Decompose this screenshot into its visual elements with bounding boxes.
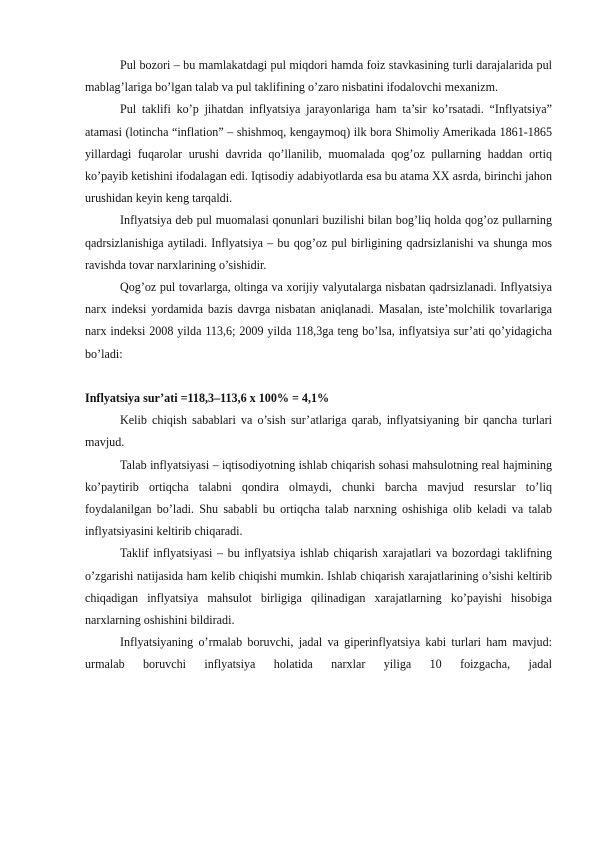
paragraph-supply-inflation: Taklif inflyatsiyasi – bu inflyatsiya ishlab chiqarish xarajatlari va bozordagi taklifning o’zgarishi natijasida ham kelib chiqishi mumkin. Ishlab chiqarish xarajatlarining o’sishi keltirib chiqadigan inflyatsiya mahsulot birligiga qilinadigan xarajatlarning ko’payishi hisobiga narxlarning oshishini bildiradi. [85, 546, 552, 628]
inflation-rate-formula: Inflyatsiya sur’ati =118,3–113,6 x 100% = 4,1% [85, 391, 330, 406]
document-page [85, 54, 552, 676]
paragraph-price-index: Qog’oz pul tovarlarga, oltinga va xorijiy valyutalarga nisbatan qadrsizlanadi. Inflyatsiya narx indeksi yordamida bazis davrga nisbatan aniqlanadi. Masalan, iste’molchilik tovarlariga narx indeksi 2008 yilda 113,6; 2009 yilda 118,3ga teng bo’lsa, inflyatsiya sur’ati qo’yidagicha bo’ladi: [85, 280, 552, 361]
paragraph-inflation-term: Pul taklifi ko’p jihatdan inflyatsiya jarayonlariga ham ta’sir ko’rsatadi. “Inflyatsiya” atamasi (lotincha “inflation” – shishmoq, kengaymoq) ilk bora Shimoliy Amerikada 1861-1865 yillardagi fuqarolar urushi davrida qo’llanilib, muomalada qog’oz pullarning haddan ortiq ko’payib ketishini ifodalagan edi. Iqtisodiy adabiyotlarda esa bu atama XX asrda, birinchi jahon urushidan keyin keng tarqaldi. [85, 102, 552, 206]
paragraph-demand-inflation: Talab inflyatsiyasi – iqtisodiyotning ishlab chiqarish sohasi mahsulotning real hajmining ko’paytirib ortiqcha talabni qondira olmaydi, chunki barcha mavjud resurslar to’liq foydalanilgan bo’ladi. Shu sababli bu ortiqcha talab narxning oshishiga olib keladi va talab inflyatsiyasini keltirib chiqaradi. [85, 457, 552, 539]
paragraph-inflation-kinds: Inflyatsiyaning o’rmalab boruvchi, jadal va giperinflyatsiya kabi turlari ham mavjud: urmalab boruvchi inflyatsiya holatida narxlar yiliga 10 foizgacha, jadal [85, 635, 552, 672]
paragraph-inflation-definition: Inflyatsiya deb pul muomalasi qonunlari buzilishi bilan bog’liq holda qog’oz pullarning qadrsizlanishiga aytiladi. Inflyatsiya – bu qog’oz pul birligining qadrsizlanishi va shunga mos ravishda tovar narxlarining o’sishidir. [85, 213, 552, 272]
paragraph-inflation-types: Kelib chiqish sabablari va o’sish sur’atlariga qarab, inflyatsiyaning bir qancha turlari mavjud. [85, 413, 552, 450]
blank-line [85, 365, 552, 387]
paragraph-money-market: Pul bozori – bu mamlakatdagi pul miqdori hamda foiz stavkasining turli darajalarida pul mablag’lariga bo’lgan talab va pul taklifining o’zaro nisbatini ifodalovchi mexanizm. [85, 58, 552, 95]
